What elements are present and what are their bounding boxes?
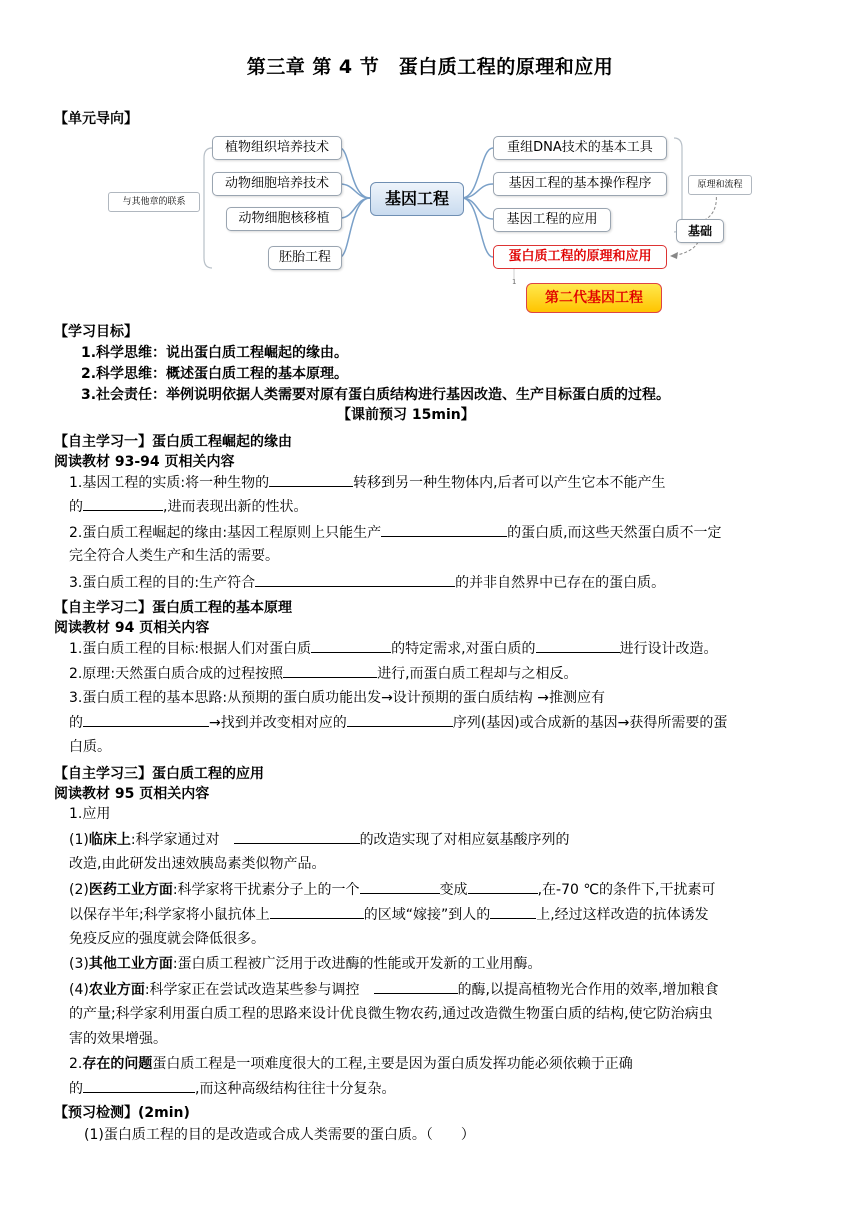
s3-clinical: (1)临床上:科学家通过对 的改造实现了对相应氨基酸序列的: [69, 829, 570, 850]
node-protein-engineering-highlight: 蛋白质工程的原理和应用: [493, 245, 667, 269]
s2-line3: 3.蛋白质工程的基本思路:从预期的蛋白质功能出发→设计预期的蛋白质结构 →推测应有: [69, 690, 605, 706]
s1-line3: 3.蛋白质工程的目的:生产符合 的并非自然界中已存在的蛋白质。: [69, 572, 665, 593]
s2-line1: 1.蛋白质工程的目标:根据人们对蛋白质 的特定需求,对蛋白质的 进行设计改造。: [69, 638, 718, 659]
s3-medicine: (2)医药工业方面:科学家将干扰素分子上的一个 变成 ,在-70 ℃的条件下,干扰素可: [69, 879, 716, 900]
s3-read: 阅读教材 95 页相关内容: [54, 786, 210, 802]
s2-line2: 2.原理:天然蛋白质合成的过程按照 进行,而蛋白质工程却与之相反。: [69, 663, 578, 684]
blank[interactable]: [347, 712, 453, 727]
check-question-1: (1)蛋白质工程的目的是改造或合成人类需要的蛋白质。（ ）: [84, 1127, 475, 1143]
objective-1: 1.科学思维：说出蛋白质工程崛起的缘由。: [81, 345, 349, 361]
other-chapters-label: 与其他章的联系: [108, 192, 200, 212]
blank[interactable]: [255, 572, 455, 587]
s2-read: 阅读教材 94 页相关内容: [54, 620, 210, 636]
node-nuclear-transfer: 动物细胞核移植: [226, 207, 342, 231]
blank[interactable]: [381, 522, 507, 537]
marker-number: 1: [512, 278, 517, 286]
mind-map: [100, 126, 780, 316]
blank[interactable]: [270, 904, 364, 919]
s1-heading: 【自主学习一】蛋白质工程崛起的缘由: [54, 434, 292, 450]
s3-app-label: 1.应用: [69, 806, 111, 822]
blank[interactable]: [490, 904, 536, 919]
check-heading: 【预习检测】(2min): [54, 1105, 190, 1121]
s3-heading: 【自主学习三】蛋白质工程的应用: [54, 766, 264, 782]
principle-process-label: 原理和流程: [688, 175, 752, 195]
s3-medicine-cont: 以保存半年;科学家将小鼠抗体上 的区域“嫁接”到人的 上,经过这样改造的抗体诱发: [69, 904, 709, 925]
s2-line3-cont: 的 →找到并改变相对应的 序列(基因)或合成新的基因→获得所需要的蛋: [69, 712, 727, 733]
blank[interactable]: [283, 663, 377, 678]
blank[interactable]: [468, 879, 538, 894]
objectives-heading: 【学习目标】: [54, 324, 138, 340]
blank[interactable]: [360, 879, 440, 894]
node-basic-procedure: 基因工程的基本操作程序: [493, 172, 667, 196]
blank[interactable]: [311, 638, 391, 653]
node-animal-cell-culture: 动物细胞培养技术: [212, 172, 342, 196]
node-applications: 基因工程的应用: [493, 208, 611, 232]
s3-agriculture: (4)农业方面:科学家正在尝试改造某些参与调控 的酶,以提高植物光合作用的效率,增加粮食: [69, 979, 718, 1000]
s3-agriculture-cont: 的产量;科学家利用蛋白质工程的思路来设计优良微生物农药,通过改造微生物蛋白质的结构,使它防治病虫: [69, 1006, 713, 1022]
blank[interactable]: [536, 638, 620, 653]
s3-medicine-end: 免疫反应的强度就会降低很多。: [69, 931, 265, 947]
s2-heading: 【自主学习二】蛋白质工程的基本原理: [54, 600, 292, 616]
blank[interactable]: [83, 1078, 195, 1093]
s3-problems-cont: 的 ,而这种高级结构往往十分复杂。: [69, 1078, 395, 1099]
node-plant-tissue-culture: 植物组织培养技术: [212, 136, 342, 160]
s1-line2: 2.蛋白质工程崛起的缘由:基因工程原则上只能生产 的蛋白质,而这些天然蛋白质不一定: [69, 522, 722, 543]
node-dna-tools: 重组DNA技术的基本工具: [493, 136, 667, 160]
s3-clinical-cont: 改造,由此研发出速效胰岛素类似物产品。: [69, 856, 326, 872]
s2-line3-end: 白质。: [69, 739, 111, 755]
s1-read: 阅读教材 93-94 页相关内容: [54, 454, 235, 470]
second-gen-node: 第二代基因工程: [526, 283, 662, 313]
preview-time-label: 【课前预习 15min】: [337, 407, 475, 423]
s1-line1: 1.基因工程的实质:将一种生物的 转移到另一种生物体内,后者可以产生它本不能产生: [69, 472, 666, 493]
s1-line2-cont: 完全符合人类生产和生活的需要。: [69, 548, 279, 564]
blank[interactable]: [83, 712, 209, 727]
s3-industry: (3)其他工业方面:蛋白质工程被广泛用于改进酶的性能或开发新的工业用酶。: [69, 956, 542, 972]
s3-agriculture-end: 害的效果增强。: [69, 1031, 167, 1047]
basis-node: 基础: [676, 219, 724, 243]
center-node-genetic-engineering: 基因工程: [370, 182, 464, 216]
s1-line1-cont: 的 ,进而表现出新的性状。: [69, 496, 307, 517]
page-title: 第三章 第 4 节 蛋白质工程的原理和应用: [246, 56, 614, 78]
blank[interactable]: [374, 979, 458, 994]
node-embryo-engineering: 胚胎工程: [268, 246, 342, 270]
blank[interactable]: [83, 496, 163, 511]
blank[interactable]: [269, 472, 353, 487]
s3-problems: 2.存在的问题蛋白质工程是一项难度很大的工程,主要是因为蛋白质发挥功能必须依赖于正确: [69, 1056, 633, 1072]
unit-guide-heading: 【单元导向】: [54, 111, 138, 127]
objective-3: 3.社会责任：举例说明依据人类需要对原有蛋白质结构进行基因改造、生产目标蛋白质的过程。: [81, 387, 671, 403]
objective-2: 2.科学思维：概述蛋白质工程的基本原理。: [81, 366, 349, 382]
blank[interactable]: [234, 829, 360, 844]
